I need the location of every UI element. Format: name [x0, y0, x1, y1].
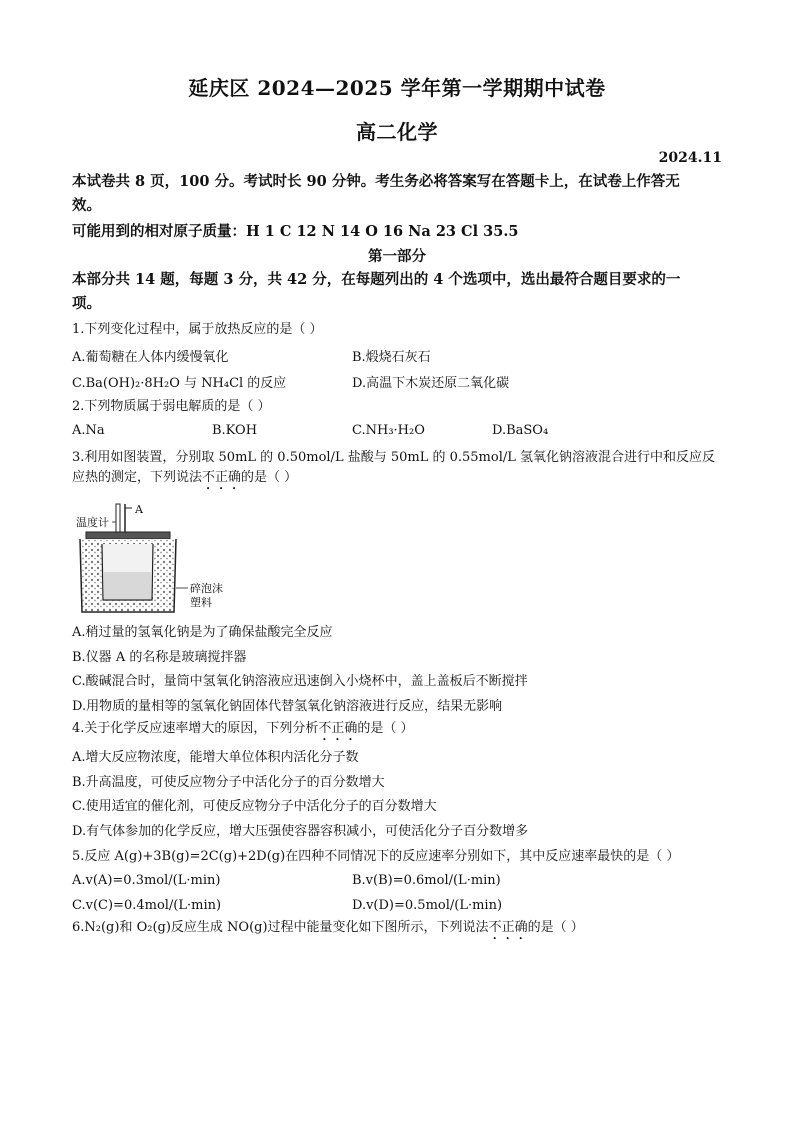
- question-2-option-d: D.BaSO₄: [492, 423, 549, 438]
- question-2-option-b: B.KOH: [212, 423, 258, 438]
- question-3-option-a: A.稍过量的氢氧化钠是为了确保盐酸完全反应: [72, 625, 333, 640]
- question-6-stem: 6.N₂(g)和 O₂(g)反应生成 NO(g)过程中能量变化如下图所示，下列说法不正确的是（ ）: [72, 920, 584, 935]
- label-foam-1: 碎泡沫: [190, 582, 223, 595]
- question-1-option-c: C.Ba(OH)₂·8H₂O 与 NH₄Cl 的反应: [72, 376, 287, 391]
- question-3-option-b: B.仪器 A 的名称是玻璃搅拌器: [72, 650, 247, 665]
- question-2-option-c: C.NH₃·H₂O: [352, 423, 425, 438]
- question-4-option-c: C.使用适宜的催化剂，可使反应物分子中活化分子的百分数增大: [72, 799, 437, 814]
- calorimeter-figure: [72, 500, 242, 620]
- question-2-stem: 2.下列物质属于弱电解质的是（ ）: [72, 399, 271, 414]
- question-4-option-a: A.增大反应物浓度，能增大单位体积内活化分子数: [72, 750, 359, 765]
- question-4-stem: 4.关于化学反应速率增大的原因，下列分析不正确的是（ ）: [72, 721, 414, 736]
- question-5-option-a: A.v(A)=0.3mol/(L·min): [72, 873, 221, 888]
- question-3-option-c: C.酸碱混合时，量筒中氢氧化钠溶液应迅速倒入小烧杯中，盖上盖板后不断搅拌: [72, 674, 528, 689]
- question-3-stem-1: 3.利用如图装置，分别取 50mL 的 0.50mol/L 盐酸与 50mL 的 0.55mol/L 氢氧化钠溶液混合进行中和反应反: [72, 450, 716, 465]
- question-1-option-b: B.煅烧石灰石: [352, 350, 431, 365]
- atomic-masses: 可能用到的相对原子质量：H 1 C 12 N 14 O 16 Na 23 Cl 35.5: [72, 223, 519, 240]
- question-4-option-d: D.有气体参加的化学反应，增大压强使容器容积减小，可使活化分子百分数增多: [72, 824, 529, 839]
- emphasis-not-correct: 不正确: [488, 920, 528, 935]
- intro-line-1: 本试卷共 8 页，100 分。考试时长 90 分钟。考生务必将答案写在答题卡上，在试卷上作答无: [72, 173, 680, 190]
- question-1-option-a: A.葡萄糖在人体内缓慢氧化: [72, 350, 229, 365]
- question-3-stem-2: 应热的测定，下列说法不正确的是（ ）: [72, 470, 298, 485]
- question-4-option-b: B.升高温度，可使反应物分子中活化分子的百分数增大: [72, 775, 385, 790]
- question-5-option-b: B.v(B)=0.6mol/(L·min): [352, 873, 501, 888]
- question-1-stem: 1.下列变化过程中，属于放热反应的是（ ）: [72, 322, 323, 337]
- question-1-option-d: D.高温下木炭还原二氧化碳: [352, 376, 510, 391]
- question-5-option-c: C.v(C)=0.4mol/(L·min): [72, 898, 222, 913]
- intro-line-2: 效。: [72, 197, 101, 214]
- label-thermometer: 温度计: [76, 516, 109, 529]
- question-5-stem: 5.反应 A(g)+3B(g)=2C(g)+2D(g)在四种不同情况下的反应速率分别如下，其中反应速率最快的是（ ）: [72, 849, 680, 864]
- label-stirrer-a: A: [135, 503, 143, 516]
- subject-title: 高二化学: [356, 120, 438, 144]
- question-2-option-a: A.Na: [72, 423, 105, 438]
- part-heading: 第一部分: [368, 248, 426, 265]
- exam-date: 2024.11: [658, 150, 722, 166]
- emphasis-not-correct: 不正确: [202, 470, 242, 485]
- part-instructions-1: 本部分共 14 题，每题 3 分，共 42 分，在每题列出的 4 个选项中，选出最符合题目要求的一: [72, 271, 681, 288]
- exam-title: 延庆区 2024—2025 学年第一学期期中试卷: [188, 76, 606, 100]
- part-instructions-2: 项。: [72, 295, 101, 312]
- question-5-option-d: D.v(D)=0.5mol/(L·min): [352, 898, 503, 913]
- emphasis-not-correct: 不正确: [318, 721, 358, 736]
- question-3-option-d: D.用物质的量相等的氢氧化钠固体代替氢氧化钠溶液进行反应，结果无影响: [72, 699, 503, 714]
- label-foam-2: 塑料: [190, 596, 212, 609]
